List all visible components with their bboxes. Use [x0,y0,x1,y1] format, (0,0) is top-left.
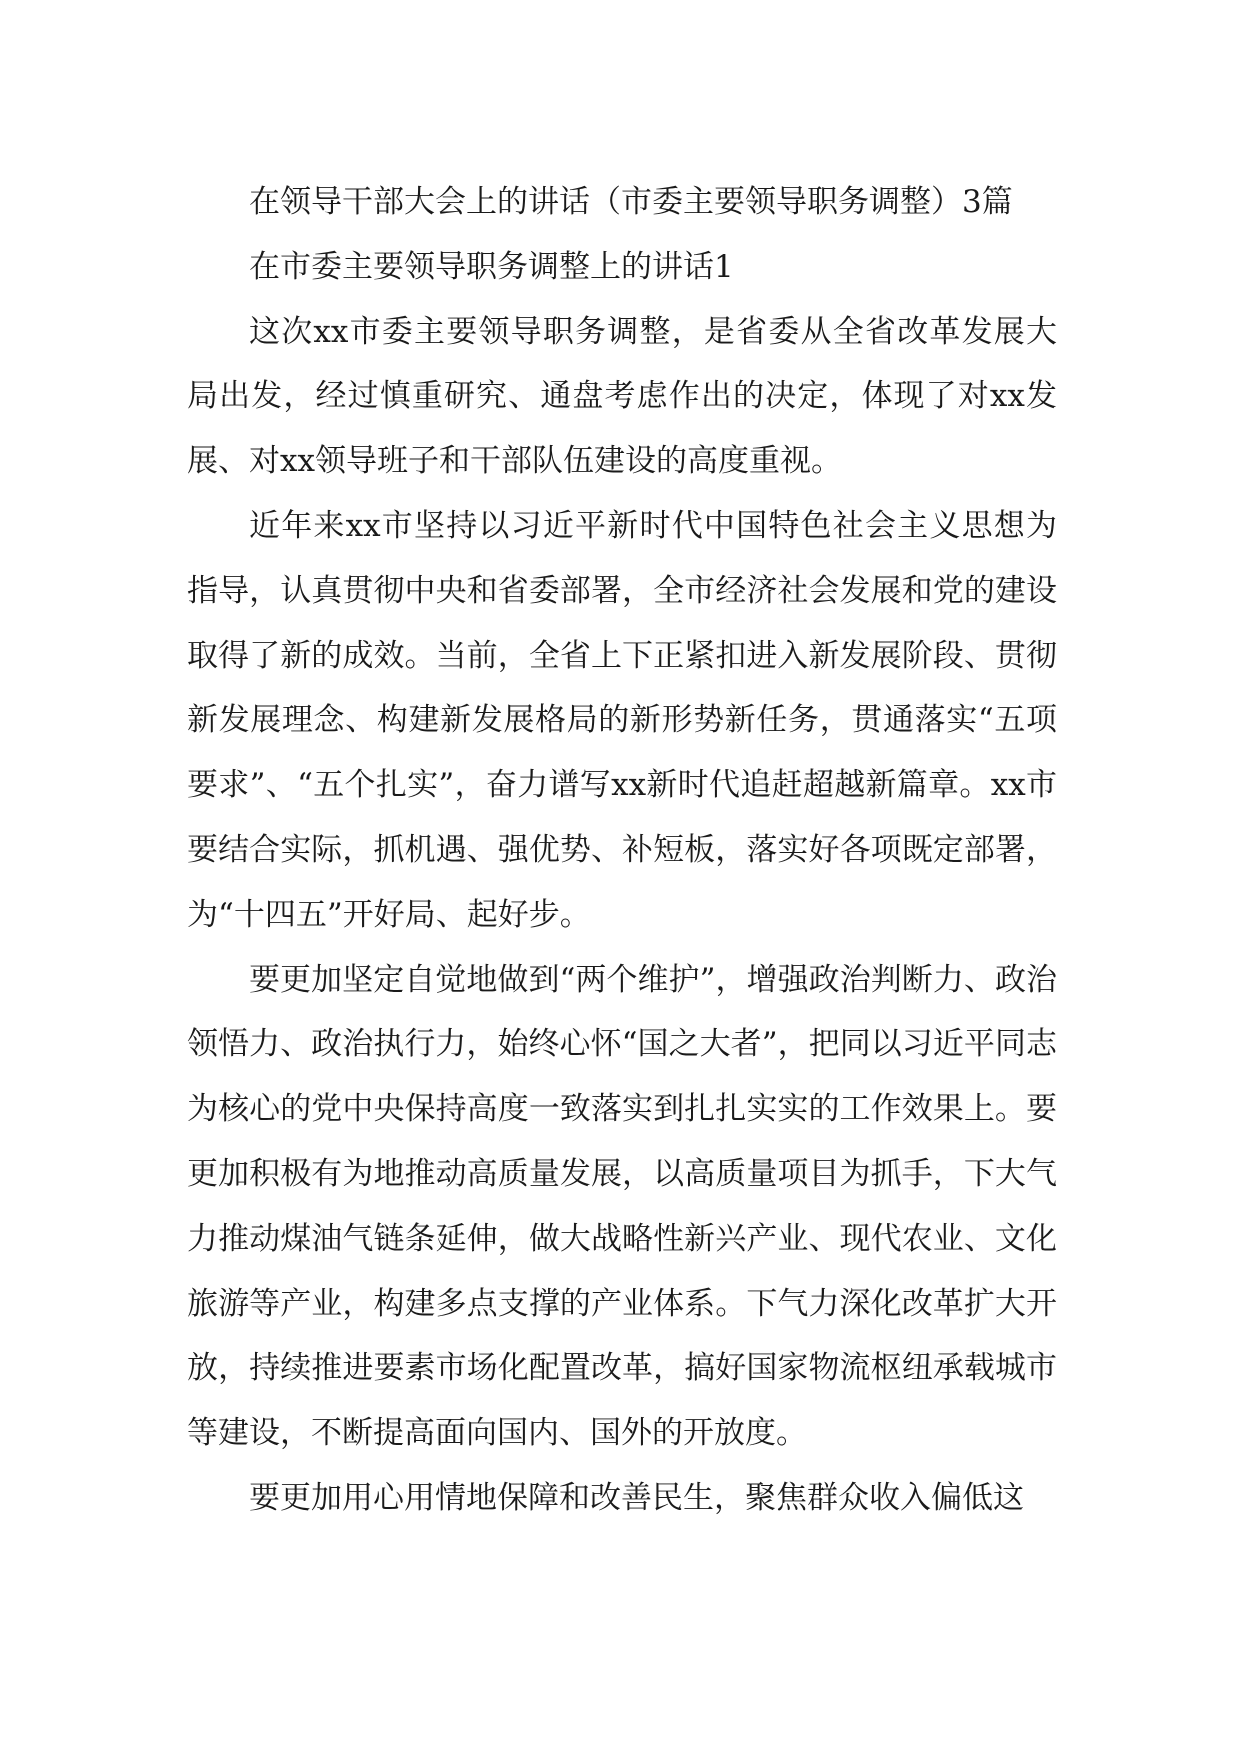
paragraph-1: 这次xx市委主要领导职务调整，是省委从全省改革发展大局出发，经过慎重研究、通盘考虑作出的决定，体现了对xx发展、对xx领导班子和干部队伍建设的高度重视。 [187,313,1057,480]
document-body [187,170,1057,1531]
paragraph-4: 要更加用心用情地保障和改善民生，聚焦群众收入偏低这 [249,1479,1024,1516]
document-title: 在领导干部大会上的讲话（市委主要领导职务调整）3篇 [249,184,1013,220]
speech-subtitle: 在市委主要领导职务调整上的讲话1 [249,248,734,285]
paragraph-2: 近年来xx市坚持以习近平新时代中国特色社会主义思想为指导，认真贯彻中央和省委部署，全市经济社会发展和党的建设取得了新的成效。当前，全省上下正紧扣进入新发展阶段、贯彻新发展理念、构建新发展格局的新形势新任务，贯通落实“五项要求”、“五个扎实”，奋力谱写xx新时代追赶超越新篇章。xx市要结合实际，抓机遇、强优势、补短板，落实好各项既定部署，为“十四五”开好局、起好步。 [187,507,1057,933]
paragraph-3: 要更加坚定自觉地做到“两个维护”，增强政治判断力、政治领悟力、政治执行力，始终心怀“国之大者”，把同以习近平同志为核心的党中央保持高度一致落实到扎扎实实的工作效果上。要更加积极有为地推动高质量发展，以高质量项目为抓手，下大气力推动煤油气链条延伸，做大战略性新兴产业、现代农业、文化旅游等产业，构建多点支撑的产业体系。下气力深化改革扩大开放，持续推进要素市场化配置改革，搞好国家物流枢纽承载城市等建设，不断提高面向国内、国外的开放度。 [187,961,1057,1452]
